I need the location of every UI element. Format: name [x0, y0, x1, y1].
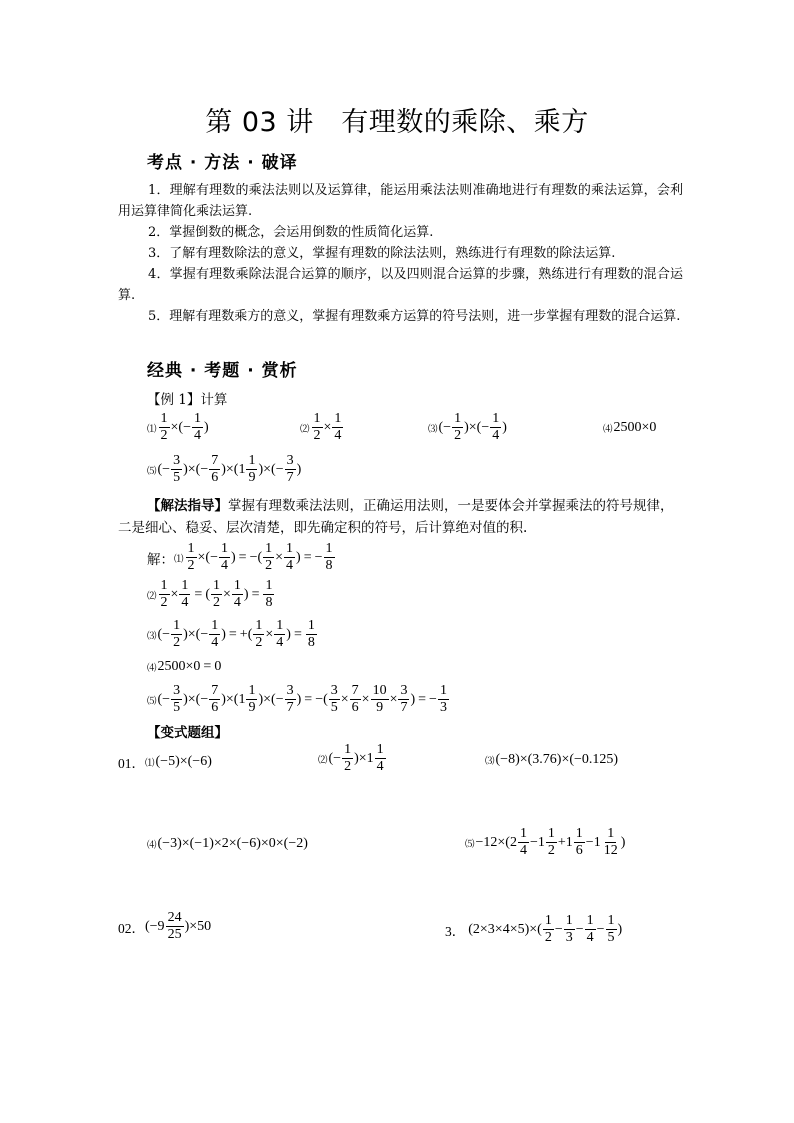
problem-4: ⑷ 2500 × 0: [603, 420, 657, 435]
variant-label: 【变式题组】: [147, 725, 228, 741]
point-2: 2．掌握倒数的概念，会运用倒数的性质简化运算.: [148, 225, 434, 240]
variant-01-3: ⑶ (−8)×(3.76)×(−0.125): [485, 752, 619, 767]
problem-3: ⑶ (− $\frac{1}{2}$ ) × (− $\frac{1}{4}$ ): [428, 411, 507, 443]
solution-5: ⑸ (− $\frac{3}{5}$ ) × (− $\frac{7}{6}$ ) × ( 1 $\frac{1}{9}$ ) × (− $\frac{3}{7}$ ) = −( $\frac{3}{5}$ × $\frac{7}{6}$ × $\frac{10}{9}$ × $\frac{3}{7}$ ) = − $\frac{1}{3}$: [147, 683, 447, 715]
variant-01-2: ⑵ (− $\frac{1}{2}$ ) × 1 $\frac{1}{4}$: [318, 742, 384, 774]
variant-01-5: ⑸ −12×(2 $\frac{1}{4}$ − 1 $\frac{1}{2}$ + 1 $\frac{1}{6}$ − 1 $\frac{1}{12}$ ): [465, 826, 626, 858]
method-label: 【解法指导】: [147, 498, 228, 514]
solution-2: ⑵ $\frac{1}{2}$ × $\frac{1}{4}$ = ( $\frac{1}{2}$ × $\frac{1}{4}$ ) = $\frac{1}{8}$: [147, 578, 273, 610]
problem-1: ⑴ $\frac{1}{2}$ × (− $\frac{1}{4}$ ): [147, 411, 209, 443]
variant-01-1: 01． ⑴ (−5)×(−6): [118, 754, 212, 771]
section-heading-examples: 经典 · 考题 · 赏析: [147, 361, 298, 381]
section-heading-key-points: 考点 · 方法 · 破译: [147, 153, 298, 173]
method-guide-line-1: [147, 494, 674, 514]
problem-2: ⑵ $\frac{1}{2}$ × $\frac{1}{4}$: [300, 411, 342, 443]
method-text: 掌握有理数乘法法则，正确运用法则，一是要体会并掌握乘法的符号规律，: [228, 498, 674, 514]
method-guide-line-2: 二是细心、稳妥、层次清楚，即先确定积的符号，后计算绝对值的积.: [118, 520, 528, 536]
solution-1: 解： ⑴ $\frac{1}{2}$ × (− $\frac{1}{4}$ ) = −( $\frac{1}{2}$ × $\frac{1}{4}$ ) = − $\frac{1}{8}$: [147, 541, 333, 573]
variant-02: 02． (−9 $\frac{24}{25}$ )×50: [118, 910, 212, 942]
variant-3: 3． (2×3×4×5)×( $\frac{1}{2}$ − $\frac{1}{3}$ − $\frac{1}{4}$ − $\frac{1}{5}$ ): [445, 913, 623, 945]
solution-3: ⑶ (− $\frac{1}{2}$ ) × (− $\frac{1}{4}$ ) = +( $\frac{1}{2}$ × $\frac{1}{4}$ ) = $\frac{1}{8}$: [147, 618, 315, 650]
solution-4: ⑷ 2500 × 0 = 0: [147, 659, 222, 674]
point-5: 5．理解有理数乘方的意义，掌握有理数乘方运算的符号法则，进一步掌握有理数的混合运算.: [148, 309, 681, 324]
point-4: 4．掌握有理数乘除法混合运算的顺序，以及四则混合运算的步骤，熟练进行有理数的混合运算.: [118, 267, 683, 303]
variant-01-4: ⑷ (−3)×(−1)×2×(−6)×0×(−2): [147, 836, 308, 851]
problem-5: ⑸ (− $\frac{3}{5}$ ) × (− $\frac{7}{6}$ ) × ( 1 $\frac{1}{9}$ ) × (− $\frac{3}{7}$ ): [147, 453, 302, 485]
point-3: 3．了解有理数除法的意义，掌握有理数的除法法则，熟练进行有理数的除法运算.: [148, 246, 616, 261]
page-title: 第 03 讲 有理数的乘除、乘方: [205, 107, 589, 138]
example-label: 【例 1】计算: [147, 392, 228, 408]
point-1: 1．理解有理数的乘法法则以及运算律，能运用乘法法则准确地进行有理数的乘法运算，会利用运算律简化乘法运算.: [118, 183, 683, 219]
